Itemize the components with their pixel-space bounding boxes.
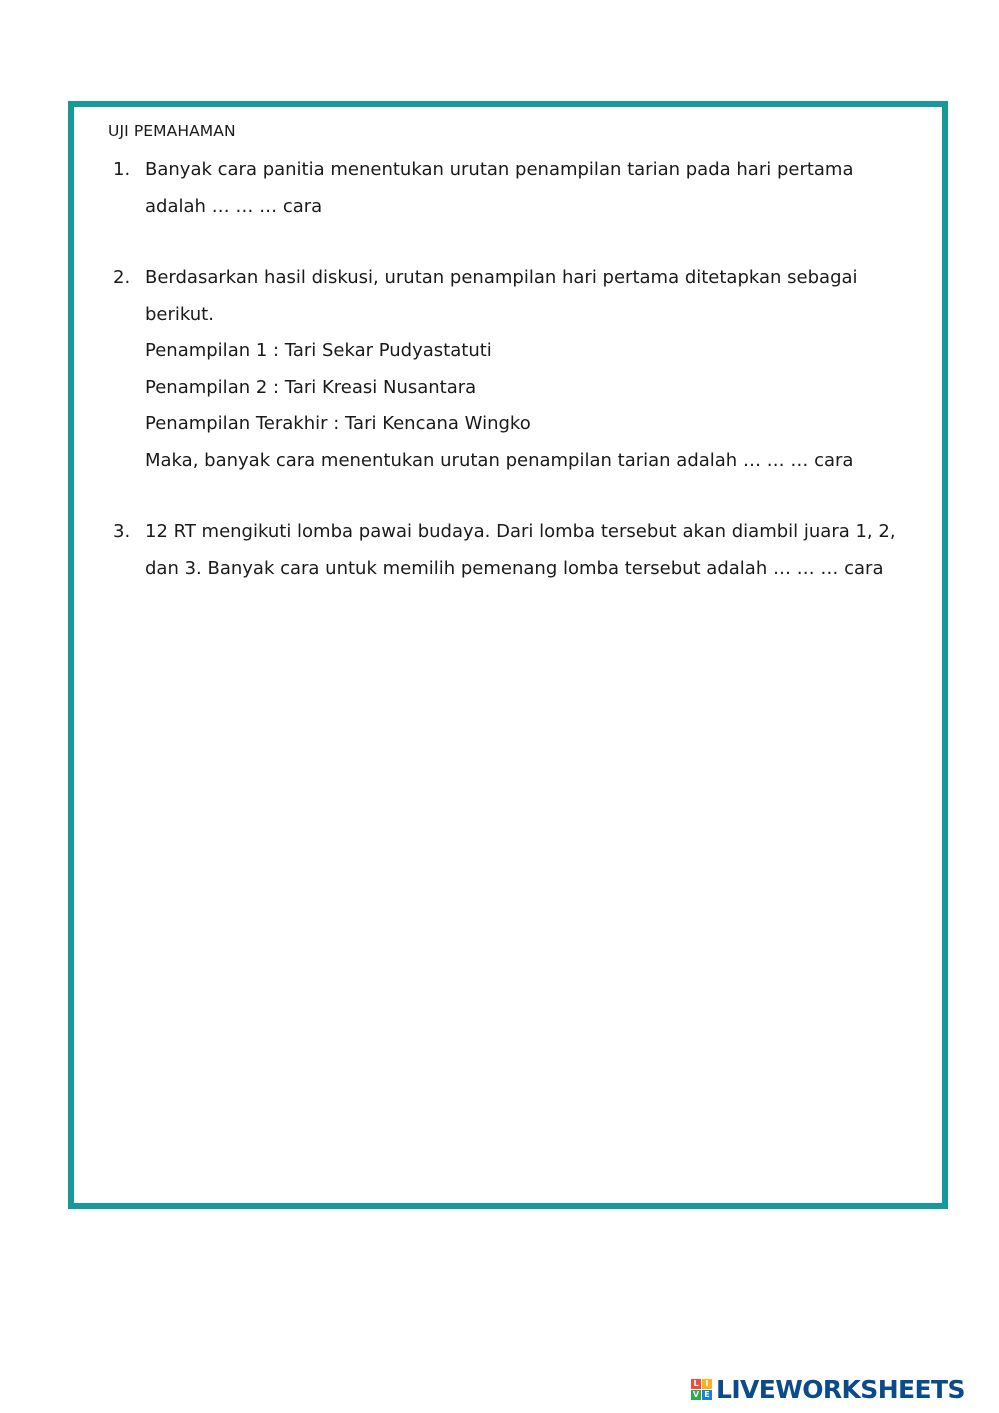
question-line: dan 3. Banyak cara untuk memilih pemenang lomba tersebut adalah … … … cara bbox=[145, 557, 884, 579]
brand-name: LIVEWORKSHEETS bbox=[716, 1374, 965, 1404]
question-list bbox=[113, 152, 903, 587]
question-line: Berdasarkan hasil diskusi, urutan penampilan hari pertama ditetapkan sebagai bbox=[145, 267, 858, 288]
liveworksheets-brand bbox=[691, 1373, 965, 1405]
question-line: berikut. bbox=[145, 303, 214, 325]
question-line: adalah … … … cara bbox=[145, 195, 323, 217]
question-line: Maka, banyak cara menentukan urutan penampilan tarian adalah … … … cara bbox=[145, 449, 854, 471]
section-heading: UJI PEMAHAMAN bbox=[108, 122, 236, 140]
logo-letter: I bbox=[702, 1379, 712, 1389]
question-number: 2. bbox=[113, 267, 131, 288]
logo-letter: E bbox=[702, 1390, 712, 1400]
live-logo-icon bbox=[691, 1379, 712, 1400]
question-line: Penampilan 1 : Tari Sekar Pudyastatuti bbox=[145, 340, 492, 361]
question-line: 12 RT mengikuti lomba pawai budaya. Dari lomba tersebut akan diambil juara 1, 2, bbox=[145, 521, 896, 542]
question-number: 1. bbox=[113, 159, 131, 180]
question-2 bbox=[113, 260, 903, 479]
question-line: Penampilan 2 : Tari Kreasi Nusantara bbox=[145, 376, 477, 398]
logo-letter: V bbox=[692, 1389, 700, 1399]
question-number: 3. bbox=[113, 521, 131, 542]
question-line: Banyak cara panitia menentukan urutan penampilan tarian pada hari pertama bbox=[145, 159, 854, 180]
question-3 bbox=[113, 514, 903, 587]
logo-letter: L bbox=[691, 1379, 701, 1389]
question-1 bbox=[113, 152, 903, 225]
question-line: Penampilan Terakhir : Tari Kencana Wingko bbox=[145, 413, 531, 434]
